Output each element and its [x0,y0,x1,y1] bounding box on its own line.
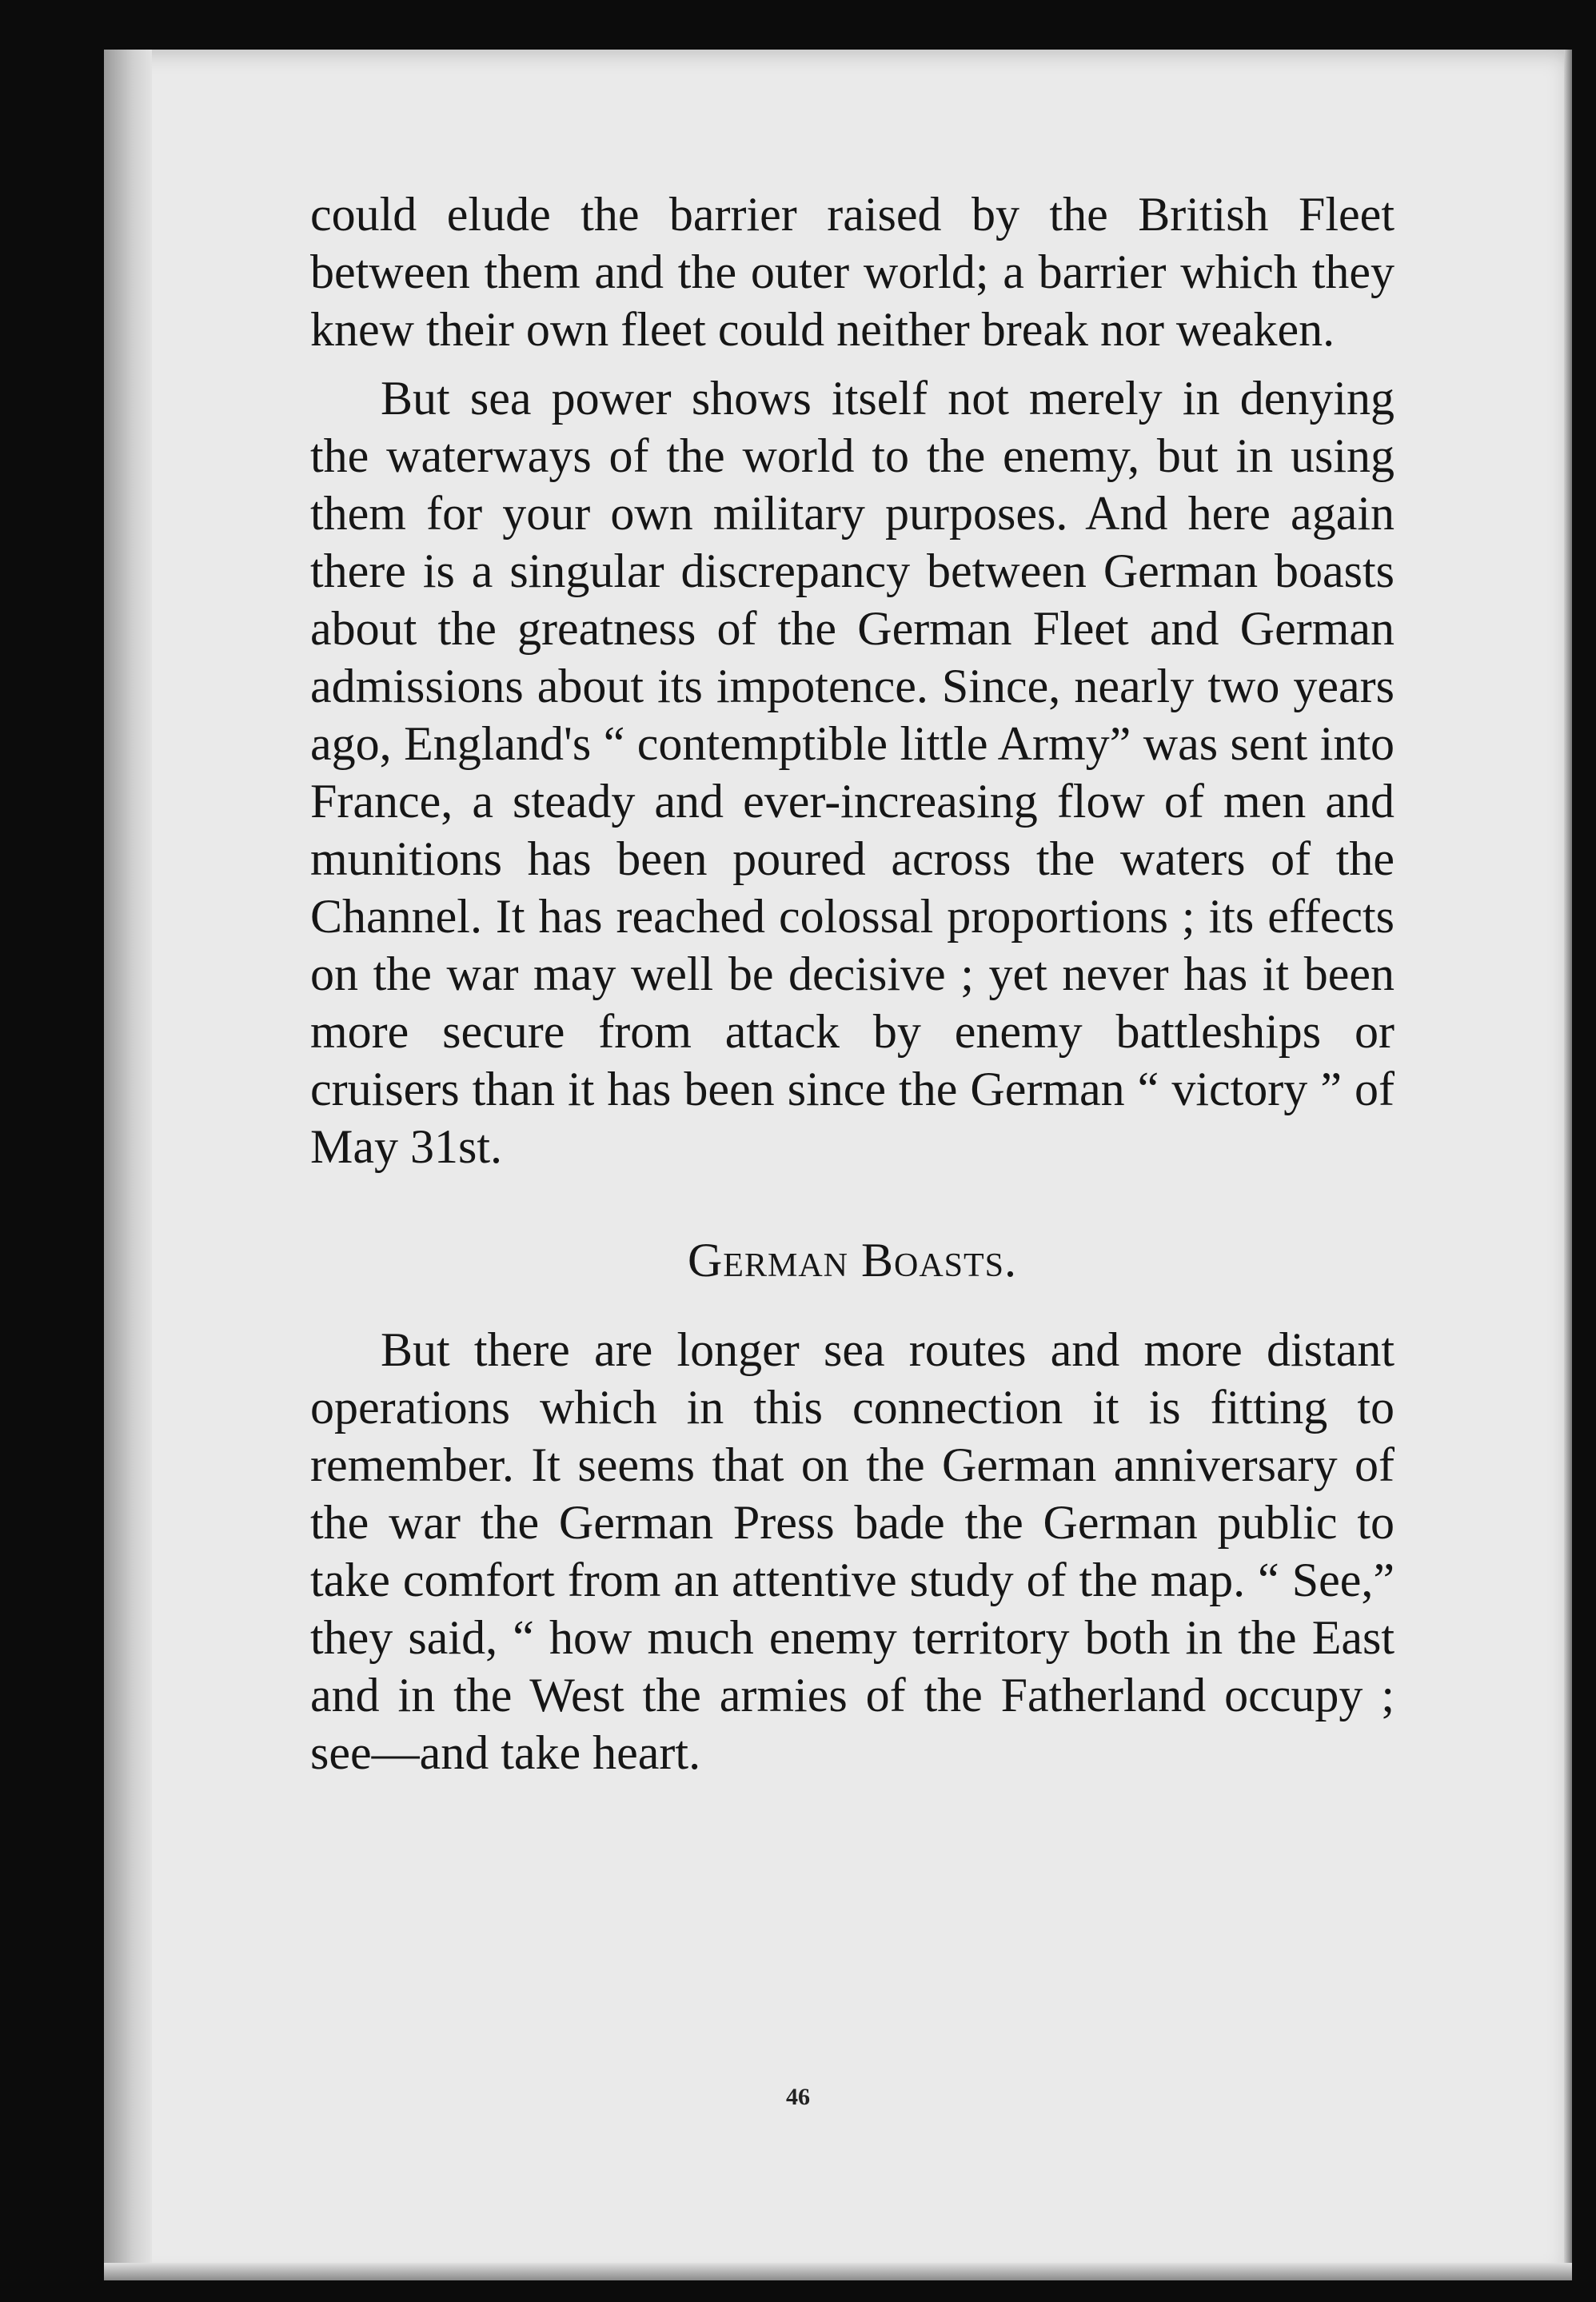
paragraph-sea-power: But sea power shows itself not merely in denying the waterways of the world to the enemy, but in using them for your own military purposes. And here again there is a singular discrepancy between German boasts about the greatness of the German Fleet and German admissions about its impotence. Since, nearly two years ago, England's “ contemptible little Army” was sent into France, a steady and ever-increasing flow of men and munitions has been poured across the waters of the Channel. It has reached colossal proportions ; its effects on the war may well be decisive ; yet never has it been more secure from attack by enemy battleships or cruisers than it has been since the German “ victory ” of May 31st. [310,372,1395,1173]
paragraph-continuation: could elude the barrier raised by the British Fleet between them and the outer world; a barrier which they knew their own fleet could neither break nor weaken. [310,188,1395,356]
page-right-edge [1564,50,1572,2280]
body-text [310,186,1395,1793]
section-heading: German Boasts. [687,1234,1018,1287]
page-number: 46 [786,2084,810,2110]
page-gutter [104,50,152,2280]
paragraph-longer-sea-routes: But there are longer sea routes and more distant operations which in this connection it is fitting to remember. It seems that on the German anniversary of the war the German Press bade the German public to take comfort from an attentive study of the map. “ See,” they said, “ how much enemy territory both in the East and in the West the armies of the Fatherland occupy ; see—and take heart. [310,1323,1395,1779]
page-bottom-edge [104,2263,1572,2280]
